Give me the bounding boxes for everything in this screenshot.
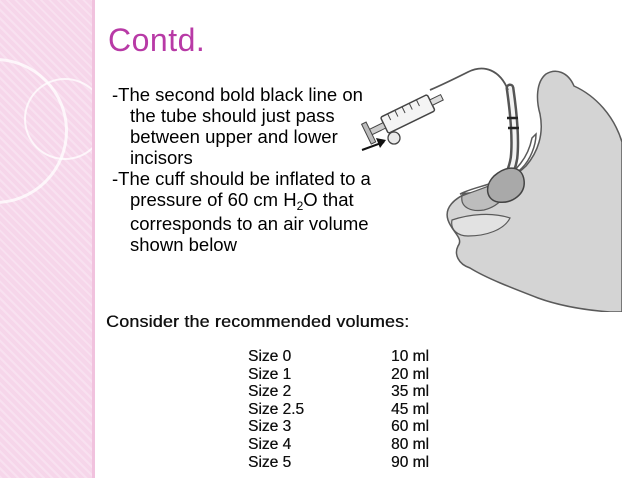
lma-insertion-diagram — [360, 42, 622, 312]
bullet-text-part: O that corresponds to an air volume shown below — [130, 189, 369, 255]
size-cell: Size 5 — [248, 453, 292, 471]
slide-title: Contd. — [108, 22, 206, 58]
volume-row — [248, 436, 471, 454]
volume-cell: 80 ml — [391, 435, 429, 453]
size-cell: Size 0 — [248, 348, 292, 365]
bullet-list — [112, 84, 382, 255]
syringe-nozzle — [430, 95, 443, 106]
volume-row — [248, 383, 471, 401]
volume-cell: 45 ml — [391, 400, 429, 418]
size-cell: Size 2.5 — [248, 400, 305, 418]
volumes-heading: Consider the recommended volumes: — [106, 313, 410, 331]
volume-row — [248, 401, 471, 419]
inflation-line — [430, 69, 508, 90]
bullet-text — [112, 168, 382, 255]
volume-cell: 90 ml — [391, 453, 429, 471]
volume-cell: 20 ml — [391, 365, 429, 383]
arrow-icon — [376, 138, 386, 148]
size-cell: Size 3 — [248, 418, 292, 436]
pilot-balloon — [388, 132, 400, 144]
syringe-barrel — [380, 94, 435, 133]
size-cell: Size 2 — [248, 383, 292, 401]
bullet-text: -The second bold black line on the tube should just pass between upper and lower incisors — [112, 84, 363, 168]
volume-row — [248, 454, 471, 472]
volume-table — [248, 348, 471, 471]
volume-cell: 35 ml — [391, 383, 429, 401]
volume-row — [248, 418, 471, 436]
bullet-text-part: -The cuff should be inflated to a pressure of 60 cm H — [112, 168, 371, 210]
syringe — [362, 87, 447, 144]
decorative-side-band — [0, 0, 92, 478]
size-cell: Size 4 — [248, 435, 292, 453]
volume-cell: 10 ml — [391, 348, 429, 365]
volume-row — [248, 366, 471, 384]
subscript-text: 2 — [296, 199, 304, 213]
volume-row — [248, 348, 471, 366]
size-cell: Size 1 — [248, 365, 292, 383]
band-edge-line — [92, 0, 95, 478]
volume-cell: 60 ml — [391, 418, 429, 436]
